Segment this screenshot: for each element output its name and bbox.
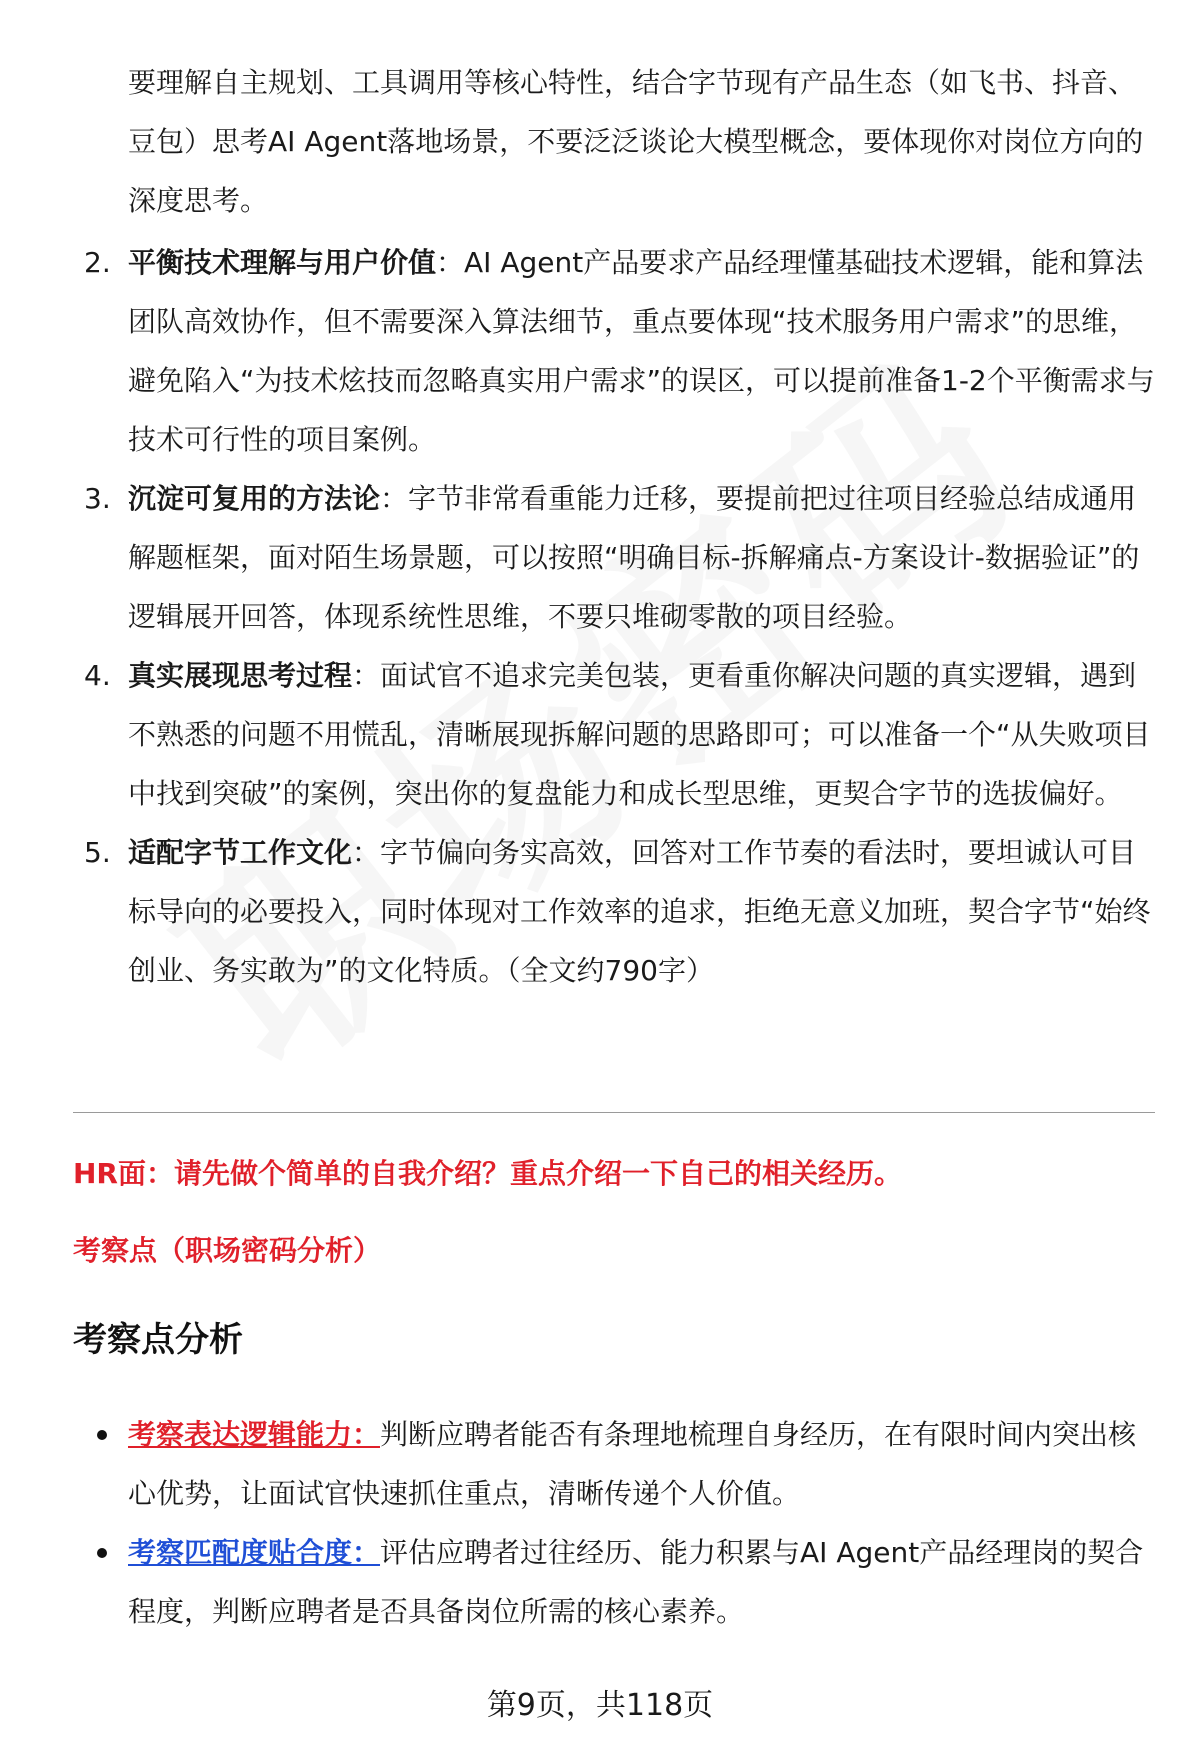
tip-item	[0, 823, 1160, 1000]
tips-list	[0, 233, 1160, 1000]
analysis-point	[0, 1523, 1160, 1641]
tip-title: 适配字节工作文化	[128, 836, 353, 869]
bullet-icon	[97, 1430, 107, 1440]
tip-item	[0, 646, 1160, 823]
tip-number: 5.	[84, 836, 111, 869]
hr-subtitle: 考察点（职场密码分析）	[73, 1234, 382, 1267]
tip-title: 平衡技术理解与用户价值	[128, 246, 437, 279]
tip-number: 2.	[84, 246, 111, 279]
point-lead: 考察表达逻辑能力：	[128, 1418, 381, 1451]
tip-body: ：字节非常看重能力迁移，要提前把过往项目经验总结成通用解题框架，面对陌生场景题，可以按照“明确目标-拆解痛点-方案设计-数据验证”的逻辑展开回答，体现系统性思维，不要只堆砌零散的项目经验。	[128, 482, 1140, 633]
point-lead: 考察匹配度贴合度：	[128, 1536, 381, 1569]
section-divider	[73, 1112, 1155, 1113]
page-footer: 第9页，共118页	[486, 1688, 714, 1723]
tip-title: 真实展现思考过程	[128, 659, 353, 692]
point-body: 评估应聘者过往经历、能力积累与AI Agent产品经理岗的契合程度，判断应聘者是否具备岗位所需的核心素养。	[128, 1536, 1144, 1628]
analysis-point	[0, 1405, 1160, 1523]
point-body: 判断应聘者能否有条理地梳理自身经历，在有限时间内突出核心优势，让面试官快速抓住重点，清晰传递个人价值。	[128, 1418, 1137, 1510]
bullet-icon	[97, 1548, 107, 1558]
tip-number: 3.	[84, 482, 111, 515]
analysis-heading: 考察点分析	[73, 1320, 243, 1360]
tip-body: ：AI Agent产品要求产品经理懂基础技术逻辑，能和算法团队高效协作，但不需要深入算法细节，重点要体现“技术服务用户需求”的思维，避免陷入“为技术炫技而忽略真实用户需求”的误区，可以提前准备1-2个平衡需求与技术可行性的项目案例。	[128, 246, 1155, 456]
analysis-points	[0, 1405, 1160, 1641]
tip-body: ：面试官不追求完美包装，更看重你解决问题的真实逻辑，遇到不熟悉的问题不用慌乱，清晰展现拆解问题的思路即可；可以准备一个“从失败项目中找到突破”的案例，突出你的复盘能力和成长型思维，更契合字节的选拔偏好。	[128, 659, 1151, 810]
tip-item	[0, 469, 1160, 646]
tip-body: ：字节偏向务实高效，回答对工作节奏的看法时，要坦诚认可目标导向的必要投入，同时体现对工作效率的追求，拒绝无意义加班，契合字节“始终创业、务实敢为”的文化特质。（全文约790字）	[128, 836, 1151, 987]
tip-number: 4.	[84, 659, 111, 692]
tip-item	[0, 233, 1160, 469]
intro-continuation: 要理解自主规划、工具调用等核心特性，结合字节现有产品生态（如飞书、抖音、豆包）思考AI Agent落地场景，不要泛泛谈论大模型概念，要体现你对岗位方向的深度思考。	[128, 66, 1144, 217]
tip-title: 沉淀可复用的方法论	[128, 482, 381, 515]
hr-question: HR面：请先做个简单的自我介绍？重点介绍一下自己的相关经历。	[73, 1157, 902, 1190]
